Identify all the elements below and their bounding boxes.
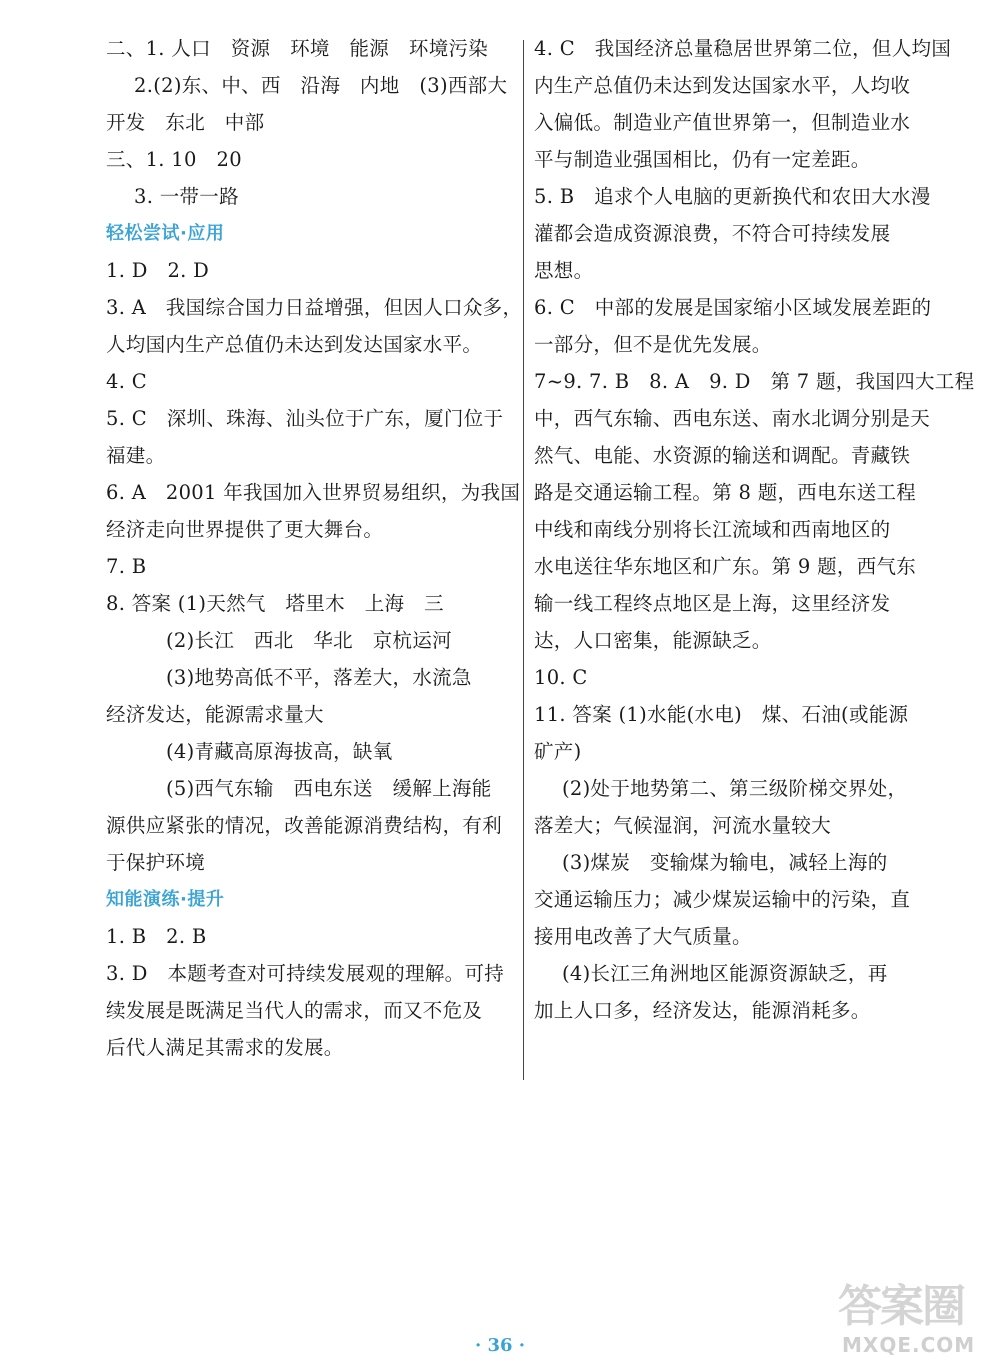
watermark-logo xyxy=(832,1281,992,1358)
right-column xyxy=(534,30,975,1029)
text-line: 一部分，但不是优先发展。 xyxy=(534,333,772,356)
text-line: 中线和南线分别将长江流域和西南地区的 xyxy=(534,518,891,541)
text-line: 3. A 我国综合国力日益增强，但因人口众多， xyxy=(106,296,523,319)
section-heading: 知能演练·提升 xyxy=(106,889,225,910)
text-line: 福建。 xyxy=(106,444,166,467)
text-line: 开发 东北 中部 xyxy=(106,111,265,134)
text-line: 经济走向世界提供了更大舞台。 xyxy=(106,518,384,541)
text-line: 4. C xyxy=(106,370,147,393)
text-line: 三、1. 10 20 xyxy=(106,148,242,171)
text-line: 6. A 2001 年我国加入世界贸易组织，为我国 xyxy=(106,481,521,504)
text-line: 10. C xyxy=(534,666,588,689)
text-line: 思想。 xyxy=(534,259,594,282)
text-line: 中，西气东输、西电东送、南水北调分别是天 xyxy=(534,407,931,430)
text-line: 4. C 我国经济总量稳居世界第二位，但人均国 xyxy=(534,37,952,60)
text-line: (2)长江 西北 华北 京杭运河 xyxy=(166,629,452,652)
text-line: 路是交通运输工程。第 8 题，西电东送工程 xyxy=(534,481,917,504)
watermark-text: 答案圈 xyxy=(838,1281,964,1332)
text-line: 达，人口密集，能源缺乏。 xyxy=(534,629,772,652)
text-line: 1. B 2. B xyxy=(106,925,207,948)
section-heading: 轻松尝试·应用 xyxy=(106,223,225,244)
text-line: 3. D 本题考查对可持续发展观的理解。可持 xyxy=(106,962,505,985)
text-line: 输一线工程终点地区是上海，这里经济发 xyxy=(534,592,891,615)
text-line: 续发展是既满足当代人的需求，而又不危及 xyxy=(106,999,483,1022)
text-line: (2)处于地势第二、第三级阶梯交界处， xyxy=(562,777,908,800)
page-number: · 36 · xyxy=(474,1335,526,1356)
text-line: (3)地势高低不平，落差大，水流急 xyxy=(166,666,472,689)
text-line: 内生产总值仍未达到发达国家水平，人均收 xyxy=(534,74,911,97)
text-line: 7. B xyxy=(106,555,147,578)
text-line: 二、1. 人口 资源 环境 能源 环境污染 xyxy=(106,37,489,60)
text-line: 5. C 深圳、珠海、汕头位于广东，厦门位于 xyxy=(106,407,504,430)
text-line: 交通运输压力；减少煤炭运输中的污染，直 xyxy=(534,888,911,911)
text-line: 6. C 中部的发展是国家缩小区域发展差距的 xyxy=(534,296,932,319)
text-line: 1. D 2. D xyxy=(106,259,210,282)
text-line: 入偏低。制造业产值世界第一，但制造业水 xyxy=(534,111,911,134)
text-line: 3. 一带一路 xyxy=(134,185,239,208)
text-line: (5)西气东输 西电东送 缓解上海能 xyxy=(166,777,492,800)
left-column xyxy=(106,30,523,1066)
text-line: 经济发达，能源需求量大 xyxy=(106,703,324,726)
text-line: 水电送往华东地区和广东。第 9 题，西气东 xyxy=(534,555,917,578)
text-line: 人均国内生产总值仍未达到发达国家水平。 xyxy=(106,333,483,356)
text-line: 接用电改善了大气质量。 xyxy=(534,925,752,948)
text-line: (4)长江三角洲地区能源资源缺乏，再 xyxy=(562,962,888,985)
text-line: (4)青藏高原海拔高，缺氧 xyxy=(166,740,393,763)
text-line: 后代人满足其需求的发展。 xyxy=(106,1036,344,1059)
text-line: 平与制造业强国相比，仍有一定差距。 xyxy=(534,148,871,171)
text-line: 加上人口多，经济发达，能源消耗多。 xyxy=(534,999,871,1022)
text-line: 然气、电能、水资源的输送和调配。青藏铁 xyxy=(534,444,911,467)
text-line: 8. 答案 (1)天然气 塔里木 上海 三 xyxy=(106,592,444,615)
text-line: 11. 答案 (1)水能(水电) 煤、石油(或能源 xyxy=(534,703,909,726)
watermark-url: MXQE.COM xyxy=(842,1333,976,1357)
text-line: 落差大；气候湿润，河流水量较大 xyxy=(534,814,832,837)
text-line: 灌都会造成资源浪费，不符合可持续发展 xyxy=(534,222,891,245)
text-line: 于保护环境 xyxy=(106,851,206,874)
column-divider xyxy=(523,40,524,1080)
text-line: 7~9. 7. B 8. A 9. D 第 7 题，我国四大工程 xyxy=(534,370,975,393)
text-line: 2.(2)东、中、西 沿海 内地 (3)西部大 xyxy=(134,74,508,97)
text-line: 矿产) xyxy=(534,740,582,763)
text-line: (3)煤炭 变输煤为输电，减轻上海的 xyxy=(562,851,888,874)
text-line: 源供应紧张的情况，改善能源消费结构，有利 xyxy=(106,814,503,837)
text-line: 5. B 追求个人电脑的更新换代和农田大水漫 xyxy=(534,185,931,208)
